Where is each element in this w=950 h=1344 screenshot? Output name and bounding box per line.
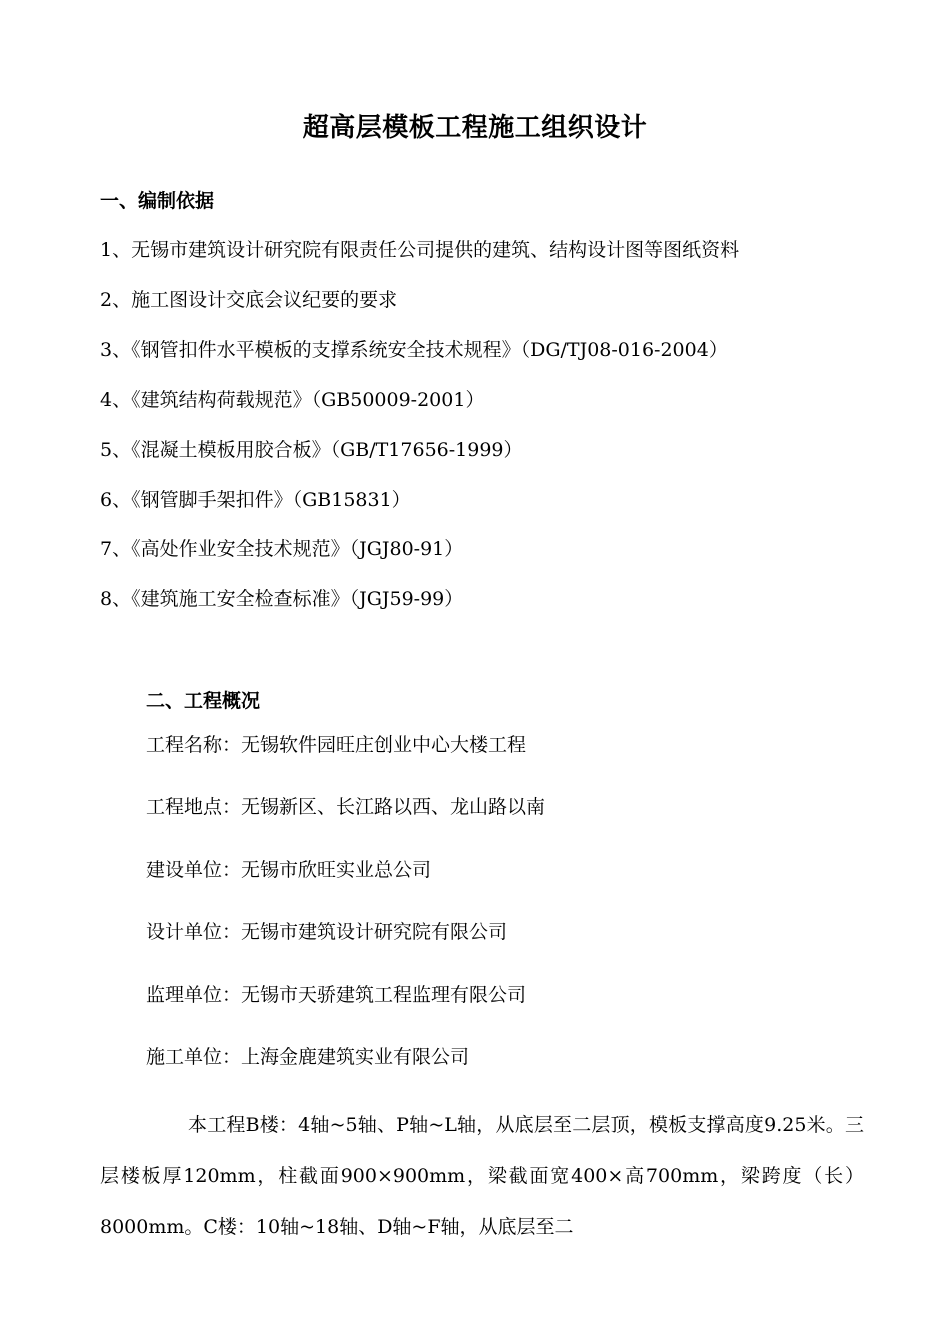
basis-item-7: 7、《高处作业安全技术规范》（JGJ80-91） (100, 538, 464, 560)
section-heading-overview: 二、工程概况 (146, 690, 261, 712)
supervisor-field: 监理单位：无锡市天骄建筑工程监理有限公司 (146, 984, 527, 1006)
basis-item-2: 2、施工图设计交底会议纪要的要求 (100, 289, 398, 311)
project-name-field: 工程名称：无锡软件园旺庄创业中心大楼工程 (146, 734, 527, 756)
basis-item-6: 6、《钢管脚手架扣件》（GB15831） (100, 489, 411, 511)
basis-item-4: 4、《建筑结构荷载规范》（GB50009-2001） (100, 389, 485, 411)
project-location-field: 工程地点：无锡新区、长江路以西、龙山路以南 (146, 796, 546, 818)
basis-item-1: 1、无锡市建筑设计研究院有限责任公司提供的建筑、结构设计图等图纸资料 (100, 239, 740, 261)
basis-item-8: 8、《建筑施工安全检查标准》（JGJ59-99） (100, 588, 464, 610)
client-field: 建设单位：无锡市欣旺实业总公司 (146, 859, 432, 881)
overview-paragraph: 本工程B楼：4轴~5轴、P轴~L轴，从底层至二层顶，模板支撑高度9.25米。三层楼板厚120mm，柱截面900×900mm，梁截面宽400×高700mm，梁跨度（长）8000mm。C楼：10轴~18轴、D轴~F轴，从底层至二 (100, 1114, 864, 1238)
designer-field: 设计单位：无锡市建筑设计研究院有限公司 (146, 921, 508, 943)
basis-item-5: 5、《混凝土模板用胶合板》（GB/T17656-1999） (100, 439, 523, 461)
basis-item-3: 3、《钢管扣件水平模板的支撑系统安全技术规程》（DG/TJ08-016-2004） (100, 339, 728, 361)
contractor-field: 施工单位：上海金鹿建筑实业有限公司 (146, 1046, 470, 1068)
section-heading-basis: 一、编制依据 (100, 190, 215, 212)
document-title: 超高层模板工程施工组织设计 (302, 113, 648, 143)
